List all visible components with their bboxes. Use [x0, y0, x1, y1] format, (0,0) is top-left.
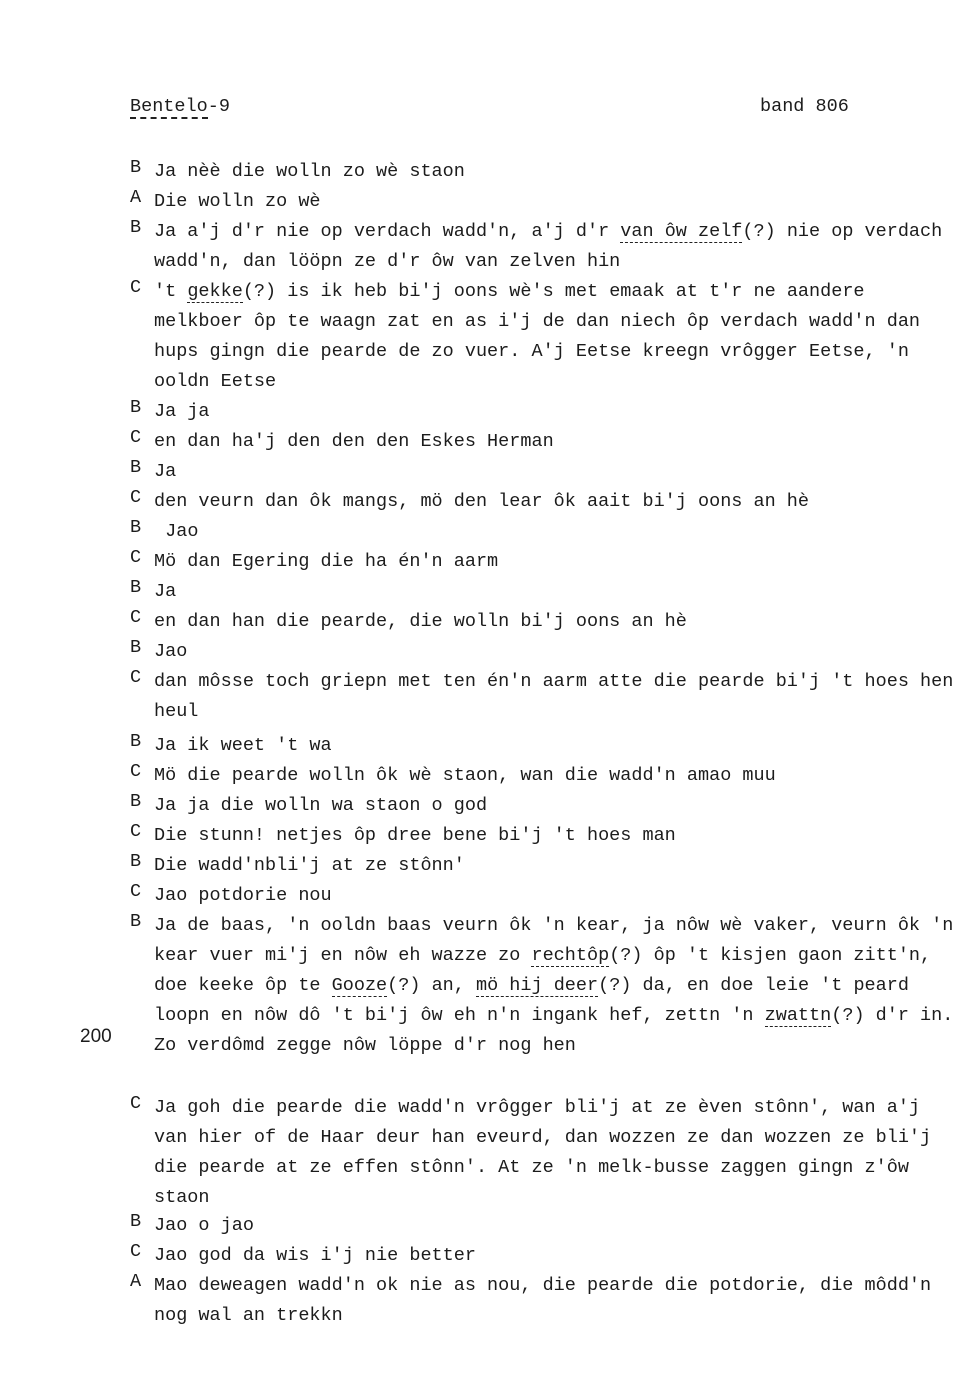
speaker-label: A	[130, 1271, 142, 1292]
uncertain-word: van ôw zelf	[620, 221, 743, 242]
utterance-text: Mao deweagen wadd'n ok nie as nou, die pearde die potdorie, die môdd'n nog wal an trekkn	[154, 1275, 943, 1326]
utterance	[130, 667, 965, 727]
title-number: -9	[207, 96, 230, 117]
speaker-label: C	[130, 1093, 142, 1114]
speaker-label: C	[130, 427, 142, 448]
text-segment: (?) nie op verdach wadd'n, dan lööpn ze d'r ôw van zelven hin	[154, 221, 954, 272]
band-label: band 806	[760, 96, 849, 117]
utterance-text	[154, 911, 965, 1061]
utterance	[130, 851, 958, 881]
utterance	[130, 517, 958, 547]
utterance	[130, 761, 958, 791]
utterance-text: Jao	[154, 641, 188, 662]
uncertain-word: rechtôp	[531, 945, 610, 966]
utterance	[130, 187, 958, 217]
speaker-label: B	[130, 577, 142, 598]
utterance	[130, 1241, 958, 1271]
speaker-label: B	[130, 397, 142, 418]
text-segment: Ja a'j d'r nie op verdach wadd'n, a'j d'r	[154, 221, 621, 242]
utterance	[130, 157, 958, 187]
utterance-text: Ja nèè die wolln zo wè staon	[154, 161, 465, 182]
uncertain-word: Gooze	[331, 975, 388, 996]
text-segment: (?) da, en doe leie 't peard loopn en nôw dô 't bi'j ôw eh n'n ingank hef, zettn 'n	[154, 975, 921, 1026]
utterance-text: Die wadd'nbli'j at ze stônn'	[154, 855, 465, 876]
utterance	[130, 577, 958, 607]
uncertain-word: gekke	[187, 281, 243, 302]
utterance-text: Die wolln zo wè	[154, 191, 321, 212]
utterance	[130, 457, 958, 487]
utterance-text: en dan han die pearde, die wolln bi'j oons an hè	[154, 611, 687, 632]
title-place: Bentelo	[130, 96, 208, 117]
utterance	[130, 397, 958, 427]
text-segment: 't	[154, 281, 188, 302]
speaker-label: C	[130, 277, 142, 298]
utterance-text: Ja	[154, 581, 177, 602]
speaker-label: B	[130, 731, 142, 752]
speaker-label: C	[130, 1241, 142, 1262]
speaker-label: C	[130, 821, 142, 842]
utterance-text: Ja ja die wolln wa staon o god	[154, 795, 488, 816]
utterance	[130, 637, 958, 667]
speaker-label: A	[130, 187, 142, 208]
speaker-label: B	[130, 911, 142, 932]
speaker-label: B	[130, 157, 142, 178]
utterance-text: Jao	[154, 521, 199, 542]
utterance-text: Mö dan Egering die ha én'n aarm	[154, 551, 499, 572]
utterance	[130, 547, 958, 577]
text-segment: (?) ôp 't kisjen gaon zitt'n, doe keeke ôp te	[154, 945, 943, 996]
speaker-label: B	[130, 457, 142, 478]
utterance	[130, 821, 958, 851]
utterance	[130, 791, 958, 821]
uncertain-word: zwattn	[764, 1005, 832, 1026]
text-segment: (?) is ik heb bi'j oons wè's met emaak at t'r ne aandere melkboer ôp te waagn zat en as i'j de dan niech ôp verdach wadd'n dan hups gingn die pearde de zo vuer. A'j Eetse kreegn vrôgger Eetse, 'n ooldn Eetse	[154, 281, 932, 392]
utterance	[130, 487, 958, 517]
speaker-label: C	[130, 547, 142, 568]
utterance	[130, 911, 965, 1061]
speaker-label: C	[130, 761, 142, 782]
uncertain-word: mö hij deer	[475, 975, 599, 996]
utterance	[130, 1271, 958, 1331]
speaker-label: B	[130, 791, 142, 812]
utterance	[130, 1093, 958, 1213]
utterance-text: Jao o jao	[154, 1215, 254, 1236]
utterance-text: Jao god da wis i'j nie better	[154, 1245, 476, 1266]
page-title	[130, 96, 230, 117]
text-segment: (?) an,	[387, 975, 476, 996]
utterance-text: dan môsse toch griepn met ten én'n aarm atte die pearde bi'j 't hoes hen heul	[154, 671, 965, 722]
speaker-label: B	[130, 851, 142, 872]
utterance-text	[154, 217, 958, 277]
speaker-label: C	[130, 607, 142, 628]
speaker-label: C	[130, 881, 142, 902]
utterance-text: Jao potdorie nou	[154, 885, 332, 906]
utterance	[130, 731, 958, 761]
utterance	[130, 881, 958, 911]
text-segment: (?) d'r in. Zo verdômd zegge nôw löppe d'r nog hen	[154, 1005, 965, 1056]
utterance-text: Die stunn! netjes ôp dree bene bi'j 't hoes man	[154, 825, 676, 846]
speaker-label: B	[130, 637, 142, 658]
utterance-text: Ja ik weet 't wa	[154, 735, 332, 756]
utterance-text: en dan ha'j den den den Eskes Herman	[154, 431, 554, 452]
utterance-text	[154, 277, 958, 397]
utterance	[130, 607, 958, 637]
utterance	[130, 1211, 958, 1241]
utterance-text: Mö die pearde wolln ôk wè staon, wan die wadd'n amao muu	[154, 765, 776, 786]
speaker-label: B	[130, 1211, 142, 1232]
speaker-label: B	[130, 517, 142, 538]
utterance	[130, 277, 958, 397]
utterance-text: Ja	[154, 461, 177, 482]
speaker-label: B	[130, 217, 142, 238]
utterance-text: den veurn dan ôk mangs, mö den lear ôk aait bi'j oons an hè	[154, 491, 810, 512]
utterance	[130, 217, 958, 277]
line-number: 200	[80, 1026, 112, 1047]
utterance	[130, 427, 958, 457]
utterance-text: Ja goh die pearde die wadd'n vrôgger bli'j at ze èven stônn', wan a'j van hier of de Haar deur han eveurd, dan wozzen ze dan wozzen ze bli'j die pearde at ze effen stônn'. At ze 'n melk-busse zaggen gingn z'ôw staon	[154, 1097, 943, 1208]
speaker-label: C	[130, 487, 142, 508]
utterance-text: Ja ja	[154, 401, 210, 422]
speaker-label: C	[130, 667, 142, 688]
text-segment: Ja de baas, 'n ooldn baas veurn ôk 'n kear, ja nôw wè vaker, veurn ôk 'n kear vuer mi'j en nôw eh wazze zo	[154, 915, 965, 966]
